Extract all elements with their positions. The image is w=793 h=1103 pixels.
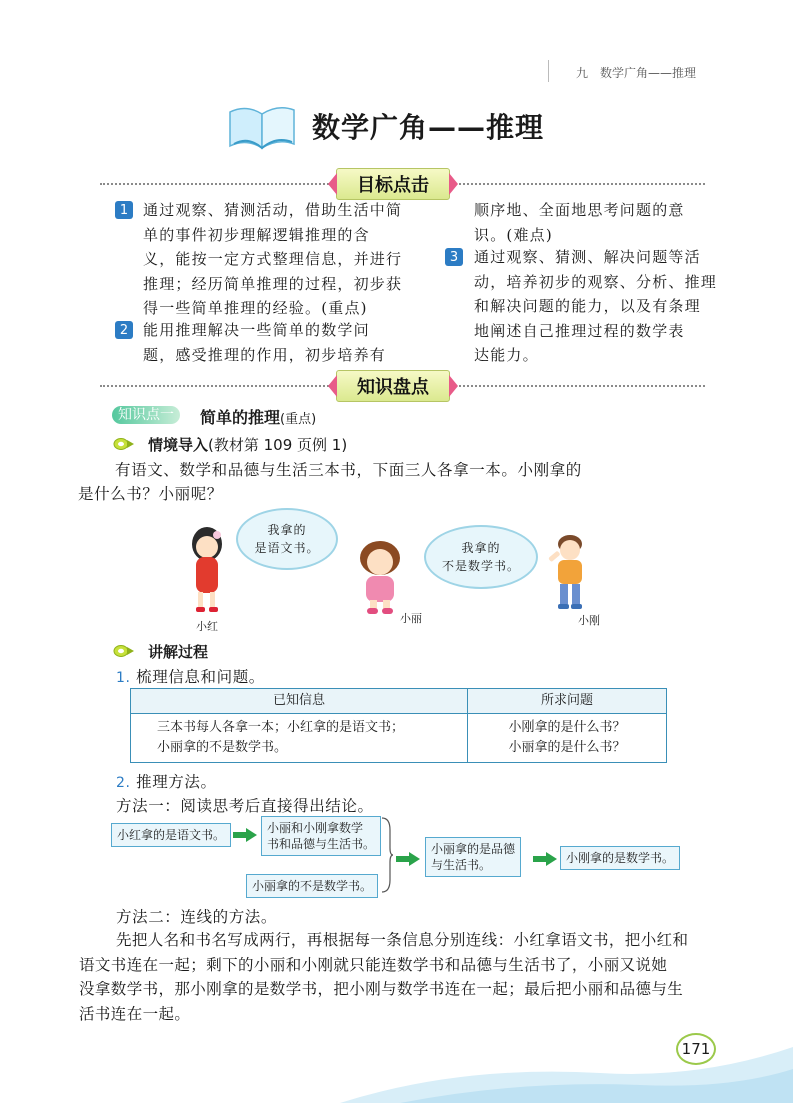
intro-source: (教材第 109 页例 1) xyxy=(208,436,348,454)
arrow-right-icon xyxy=(396,852,420,866)
cell-line: 三本书每人各拿一本；小红拿的是语文书； xyxy=(157,720,405,735)
xiaoli-figure xyxy=(352,536,408,616)
paragraph-line: 没拿数学书，那小刚拿的是数学书，把小刚与数学书连在一起；最后把小丽和品德与生 xyxy=(79,980,684,998)
step-number: 2. xyxy=(116,775,131,791)
goal-number-1: 1 xyxy=(115,201,133,219)
goal-line: 题，感受推理的作用，初步培养有 xyxy=(143,345,387,364)
section-banner-knowledge: 知识盘点 xyxy=(336,370,450,402)
arrow-right-icon xyxy=(233,828,257,842)
table-header-ask: 所求问题 xyxy=(468,689,667,714)
bubble-line: 我拿的 xyxy=(267,523,307,537)
step-2 xyxy=(116,770,217,792)
problem-line-2: 是什么书？小丽呢？ xyxy=(78,485,223,503)
name-xiaoli: 小丽 xyxy=(400,612,422,625)
goal-line: 顺序地、全面地思考问题的意 xyxy=(474,201,685,219)
step-text: 推理方法。 xyxy=(136,773,217,791)
method-1-label: 方法一：阅读思考后直接得出结论。 xyxy=(116,797,374,815)
speech-bubble-xiaohong xyxy=(236,508,338,570)
decorative-wave xyxy=(340,1025,793,1103)
brace-icon xyxy=(380,816,394,894)
method-2-paragraph xyxy=(79,928,688,1026)
goal-line: 达能力。 xyxy=(474,346,539,364)
speech-bubble-xiaoli xyxy=(424,525,538,589)
goal-2-continued xyxy=(474,198,685,247)
flow-line: 小丽和小刚拿数学 xyxy=(267,821,364,835)
cell-line: 小丽拿的是什么书？ xyxy=(508,740,626,755)
table-cell-ask xyxy=(468,714,667,763)
goal-line: 单的事件初步理解逻辑推理的含 xyxy=(143,225,370,244)
flow-box-5: 小刚拿的是数学书。 xyxy=(560,846,680,870)
goal-line: 通过观察、猜测活动，借助生活中简 xyxy=(143,201,403,219)
goal-number-2: 2 xyxy=(115,321,133,339)
header-divider xyxy=(548,60,549,82)
cell-line: 小刚拿的是什么书？ xyxy=(508,720,626,735)
xiaohong-figure xyxy=(183,522,231,617)
table-header-known: 已知信息 xyxy=(131,689,468,714)
flow-box-3: 小丽拿的不是数学书。 xyxy=(246,874,378,898)
explain-heading: 讲解过程 xyxy=(148,643,209,661)
flow-line: 书和品德与生活书。 xyxy=(267,837,376,851)
bubble-line: 我拿的 xyxy=(461,541,501,555)
table-cell-known xyxy=(131,714,468,763)
info-table xyxy=(130,688,667,763)
kp-title-text: 简单的推理 xyxy=(200,408,281,427)
goal-line: 推理；经历简单推理的过程，初步获 xyxy=(143,274,403,293)
intro-heading-row xyxy=(148,434,347,455)
arrow-right-icon xyxy=(533,852,557,866)
flow-box-4 xyxy=(425,837,521,877)
knowledge-point-title xyxy=(200,405,316,428)
kp-note: (重点) xyxy=(280,412,317,427)
knowledge-point-tag: 知识点一 xyxy=(112,406,180,424)
step-number: 1. xyxy=(116,670,131,686)
flow-line: 与生活书。 xyxy=(431,858,492,872)
goal-line: 和解决问题的能力，以及有条理 xyxy=(474,297,701,315)
goal-line: 义，能按一定方式整理信息，并进行 xyxy=(143,250,403,268)
paragraph-line: 活书连在一起。 xyxy=(79,1004,191,1023)
goal-line: 动，培养初步的观察、分析、推理 xyxy=(474,272,718,291)
table-row xyxy=(131,714,667,763)
cell-line: 小丽拿的不是数学书。 xyxy=(157,740,288,755)
goal-3-text xyxy=(474,245,717,368)
intro-heading: 情境导入 xyxy=(148,436,209,454)
running-header: 九 数学广角——推理 xyxy=(575,66,696,80)
paragraph-line: 语文书连在一起；剩下的小丽和小刚就只能连数学书和品德与生活书了，小丽又说她 xyxy=(79,955,668,974)
goal-line: 能用推理解决一些简单的数学问 xyxy=(143,321,370,339)
flow-line: 小丽拿的是品德 xyxy=(431,842,516,856)
xiaogang-figure xyxy=(544,530,592,612)
flow-box-1: 小红拿的是语文书。 xyxy=(111,823,231,847)
section-banner-goals: 目标点击 xyxy=(336,168,450,200)
goal-line: 得一些简单推理的经验。(重点) xyxy=(143,299,368,317)
goal-line: 通过观察、猜测、解决问题等活 xyxy=(474,248,701,266)
goal-line: 地阐述自己推理过程的数学表 xyxy=(474,321,685,340)
paragraph-line: 先把人名和书名写成两行，再根据每一条信息分别连线：小红拿语文书，把小红和 xyxy=(116,931,689,949)
name-xiaohong: 小红 xyxy=(196,620,218,633)
bubble-line: 不是数学书。 xyxy=(441,559,520,573)
bullet-icon xyxy=(113,437,135,451)
table-header-row xyxy=(131,689,667,714)
bullet-icon xyxy=(113,644,135,658)
goal-1-text xyxy=(143,198,402,321)
bubble-line: 是语文书。 xyxy=(254,541,320,555)
page-number: 171 xyxy=(676,1033,716,1065)
name-xiaogang: 小刚 xyxy=(578,614,600,627)
flow-box-2 xyxy=(261,816,381,856)
step-1 xyxy=(116,665,265,687)
goal-number-3: 3 xyxy=(445,248,463,266)
problem-line-1: 有语文、数学和品德与生活三本书，下面三人各拿一本。小刚拿的 xyxy=(115,461,582,479)
method-2-label: 方法二：连线的方法。 xyxy=(116,908,278,926)
open-book-icon xyxy=(226,98,298,152)
goal-line: 识。(难点) xyxy=(474,225,553,244)
step-text: 梳理信息和问题。 xyxy=(136,668,265,686)
page-title: 数学广角——推理 xyxy=(312,111,545,144)
goal-2-text xyxy=(143,318,386,367)
